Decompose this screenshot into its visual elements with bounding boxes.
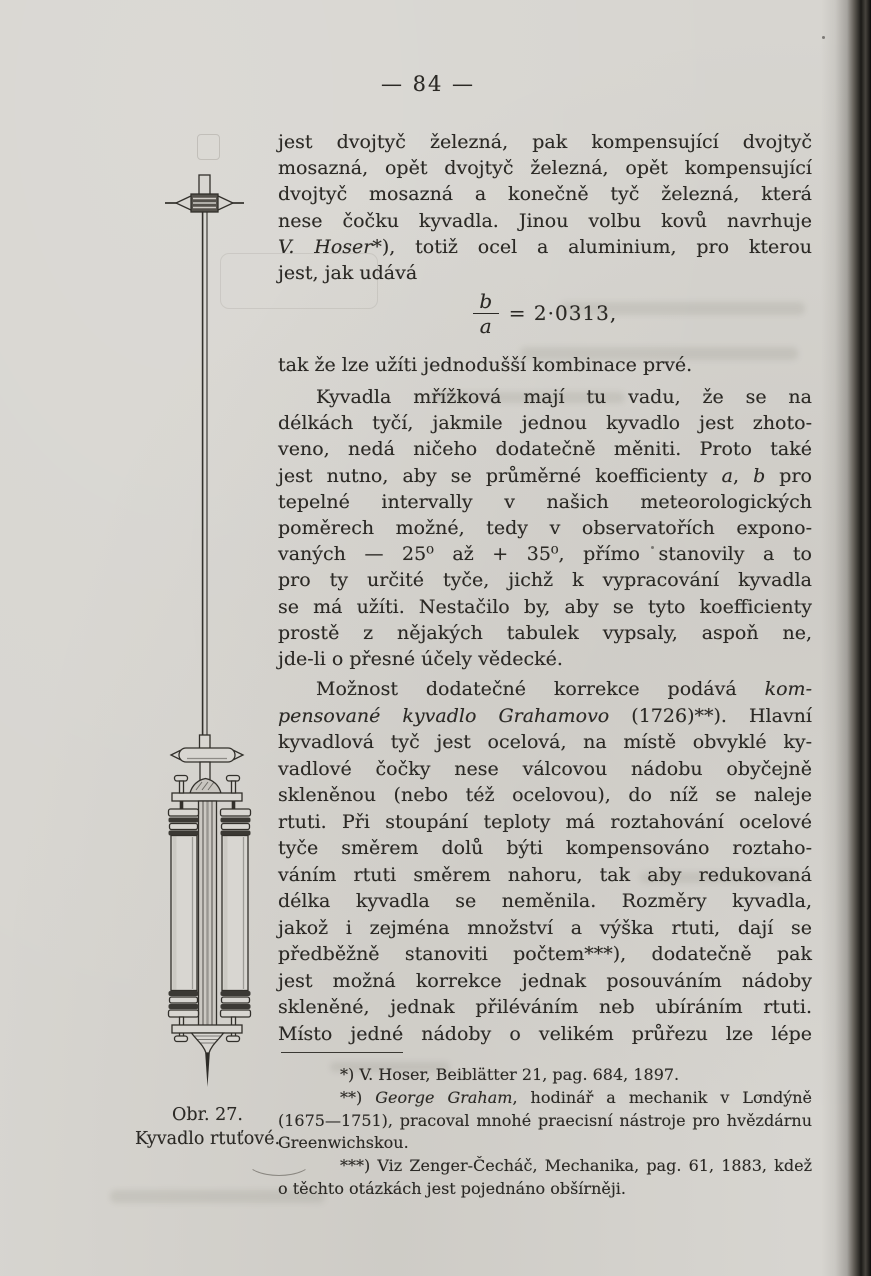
- figure-mercury-pendulum: [132, 165, 282, 1095]
- text-line: o těchto otázkách jest pojednáno obšírněji.: [278, 1178, 627, 1198]
- text-line: **) George Graham, hodinář a mechanik v Londýně: [340, 1087, 813, 1107]
- text-line: *) V. Hoser, Beiblätter 21, pag. 684, 1897.: [340, 1065, 680, 1084]
- text-line: tyče směrem dolů býti kompensováno roztaho-: [278, 837, 812, 859]
- text-line: Kyvadla mřížková mají tu vadu, že se na: [316, 386, 812, 408]
- text-line: jde-li o přesné účely vědecké.: [278, 648, 563, 671]
- text-line: (1675—1751), pracoval mnohé praecisní nástroje pro hvězdárnu: [278, 1110, 812, 1130]
- text-line: Greenwichskou.: [278, 1133, 409, 1153]
- footnote-separator: [281, 1052, 403, 1053]
- text-line: kyvadlová tyč jest ocelová, na místě obvyklé ky-: [278, 731, 812, 753]
- text-line: skleněnou (nebo též ocelovou), do níž se naleje: [278, 784, 812, 806]
- footnotes: [278, 1064, 812, 1201]
- text-line: Místo jedné nádoby o velikém průřezu lze lépe: [278, 1022, 812, 1045]
- paragraph: [278, 384, 812, 672]
- text-line: délka kyvadla se neměnila. Rozměry kyvadla,: [278, 890, 812, 912]
- fraction-numerator: b: [479, 288, 493, 313]
- text-line: skleněné, jednak přiléváním neb ubíráním rtuti.: [278, 996, 812, 1018]
- text-line: poměrech možné, tedy v observatořích expono-: [278, 517, 812, 540]
- pendulum-drawing: [132, 165, 282, 1095]
- screw-head-left: [175, 776, 188, 782]
- text-line: rtuti. Při stoupání teploty má roztahování ocelové: [278, 810, 812, 833]
- text-line: tepelné intervally v našich meteorologických: [278, 490, 812, 513]
- text-line: jest, jak udává: [278, 262, 418, 285]
- text-line: nese čočku kyvadla. Jinou volbu kovů navrhuje: [278, 209, 812, 232]
- knife-edge-point-left: [176, 196, 192, 211]
- text-line: dvojtyč mosazná a konečně tyč železná, která: [278, 183, 812, 206]
- figure-caption-number: Obr. 27.: [172, 1105, 243, 1125]
- fraction: [473, 288, 499, 338]
- text-line: jest dvojtyč železná, pak kompensující dvojtyč: [278, 131, 812, 153]
- text-line: prostě z nějakých tabulek vypsaly, aspoň ne,: [278, 621, 812, 644]
- pointer-tip: [205, 1053, 210, 1087]
- text-line: jest nutno, aby se průměrné koefficienty a, b pro: [278, 464, 812, 487]
- upper-crossbar: [172, 793, 242, 801]
- knife-edge-point-right: [217, 196, 233, 211]
- paragraph: [278, 352, 812, 378]
- text-line: jakož i zejména množství a výška rtuti, dají se: [278, 916, 812, 939]
- screw-head-right: [227, 776, 240, 782]
- text-line: pensované kyvadlo Grahamovo (1726)**). Hlavní: [278, 704, 812, 727]
- text-line: pro ty určité tyče, jichž k vypracování kyvadla: [278, 569, 812, 592]
- paragraph: [278, 676, 812, 1047]
- text-line: vaných — 25⁰ až + 35⁰, přímo stanovily a to: [278, 543, 812, 566]
- text-line: V. Hoser*), totiž ocel a aluminium, pro kterou: [278, 235, 812, 258]
- text-line: tak že lze užíti jednodušší kombinace prvé.: [278, 354, 693, 376]
- collar-capsule: [179, 748, 235, 762]
- screw-head-bottom-left: [175, 1036, 188, 1042]
- screw-head-bottom-right: [227, 1036, 240, 1042]
- right-vessel-cap-top: [221, 809, 251, 836]
- text-line: ***) Viz Zenger-Čecháč, Mechanika, pag. 61, 1883, kdež: [340, 1156, 812, 1176]
- figure-caption-title: Kyvadlo rtuťové.: [134, 1129, 281, 1149]
- book-edge-shadow: [821, 0, 871, 1276]
- text-line: vadlové čočky nese válcovou nádobu obyčejně: [278, 757, 812, 780]
- text-line: váním rtuti směrem nahoru, tak aby redukovaná: [278, 863, 812, 886]
- text-line: se má užíti. Nestačilo by, aby se tyto koefficienty: [278, 595, 812, 618]
- text-line: jest možná korrekce jednak posouváním nádoby: [278, 969, 812, 992]
- bleed-through-square: [197, 134, 220, 160]
- left-vessel-cap-top: [169, 809, 199, 836]
- text-line: mosazná, opět dvojtyč železná, opět kompensující: [278, 157, 812, 180]
- figure-caption: [110, 1103, 305, 1151]
- lower-crossbar: [172, 1025, 242, 1033]
- fraction-denominator: a: [479, 313, 492, 338]
- formula-rhs: = 2·0313,: [508, 301, 618, 325]
- text-line: předběžně stanoviti počtem***), dodatečně pak: [278, 943, 812, 965]
- left-vessel-cap-bottom: [169, 991, 199, 1017]
- text-line: Možnost dodatečné korrekce podává kom-: [316, 678, 812, 700]
- right-vessel-cap-bottom: [221, 991, 251, 1017]
- formula: [278, 287, 812, 339]
- text-line: délkách tyčí, jakmile jednou kyvadlo jest zhoto-: [278, 412, 812, 435]
- page-number: — 84 —: [380, 72, 476, 96]
- text-line: veno, nedá ničeho dodatečně měniti. Proto také: [278, 438, 812, 461]
- paragraph: [278, 129, 812, 286]
